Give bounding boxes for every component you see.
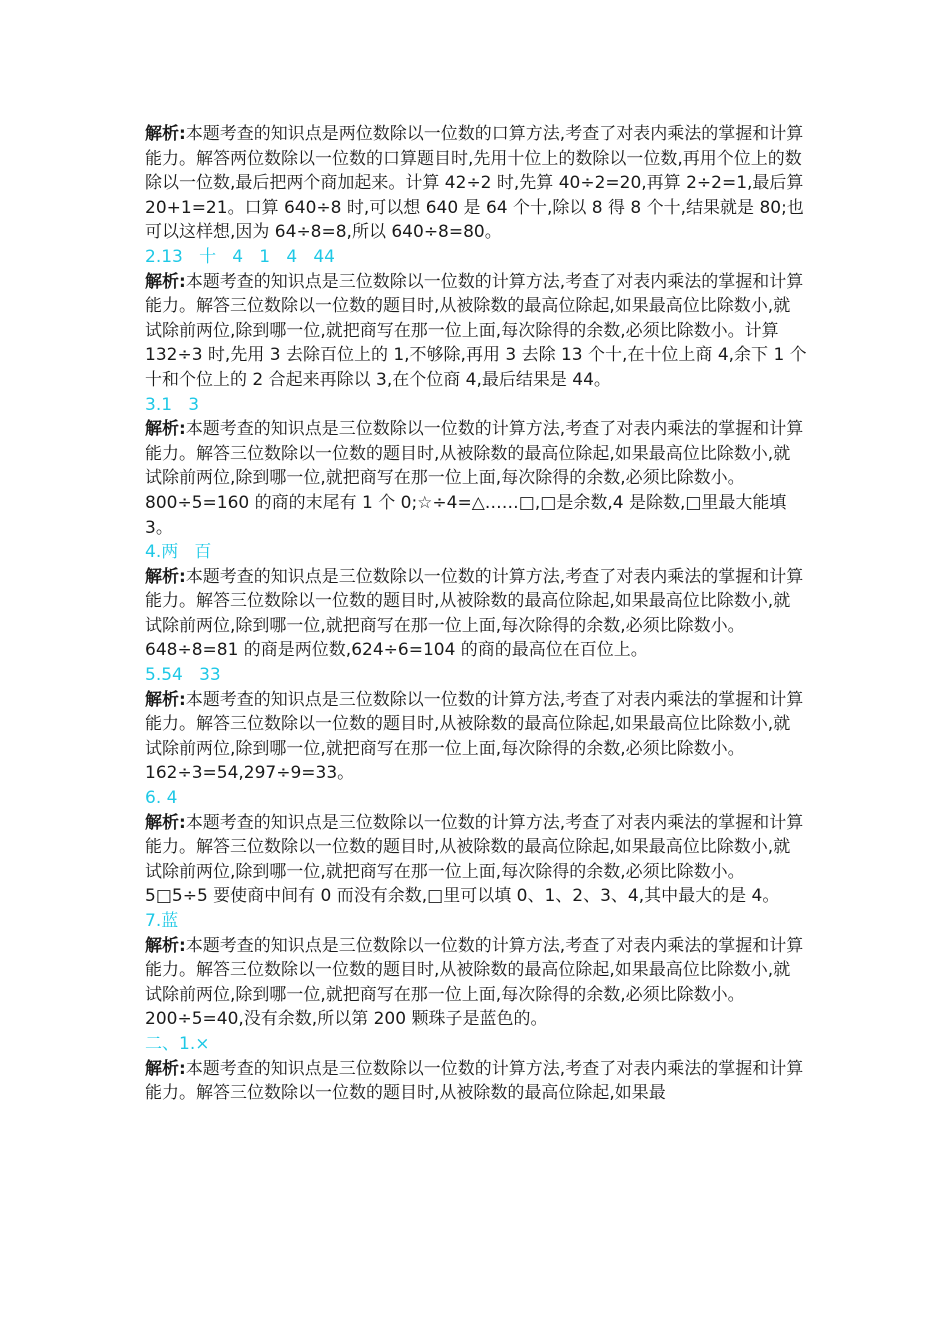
explanation-label: 解析: (145, 935, 186, 956)
answer-block-7 (145, 909, 807, 1032)
answer-block-8 (145, 1032, 807, 1106)
explanation-paragraph (145, 811, 807, 909)
explanation-text: 本题考查的知识点是三位数除以一位数的计算方法,考查了对表内乘法的掌握和计算能力。解答三位数除以一位数的题目时,从被除数的最高位除起,如果最高位比除数小,就试除前两位,除到哪一位,就把商写在那一位上面,每次除得的余数,必须比除数小。162÷3=54,297÷9=33。 (145, 689, 804, 784)
explanation-paragraph (145, 270, 807, 393)
explanation-paragraph (145, 417, 807, 540)
explanation-paragraph (145, 934, 807, 1032)
answer-line: 5.54 33 (145, 665, 221, 686)
explanation-label: 解析: (145, 1058, 186, 1079)
explanation-text: 本题考查的知识点是三位数除以一位数的计算方法,考查了对表内乘法的掌握和计算能力。解答三位数除以一位数的题目时,从被除数的最高位除起,如果最高位比除数小,就试除前两位,除到哪一位,就把商写在那一位上面,每次除得的余数,必须比除数小。5□5÷5 要使商中间有 0 而没有余数,□里可以填 0、1、2、3、4,其中最大的是 4。 (145, 812, 804, 907)
explanation-paragraph (145, 1057, 807, 1106)
explanation-label: 解析: (145, 124, 186, 144)
explanation-text: 本题考查的知识点是两位数除以一位数的口算方法,考查了对表内乘法的掌握和计算能力。解答两位数除以一位数的口算题目时,先用十位上的数除以一位数,再用个位上的数除以一位数,最后把两个商加起来。计算 42÷2 时,先算 40÷2=20,再算 2÷2=1,最后算 20+1=21。口算 640÷8 时,可以想 640 是 64 个十,除以 8 得 8 个十,结果就是 80;也可以这样想,因为 64÷8=8,所以 640÷8=80。 (145, 124, 804, 243)
answer-line: 4.两 百 (145, 542, 212, 563)
explanation-label: 解析: (145, 566, 186, 587)
answer-line: 3.1 3 (145, 394, 200, 415)
answer-line: 7.蓝 (145, 911, 179, 931)
explanation-label: 解析: (145, 689, 186, 710)
explanation-paragraph (145, 565, 807, 663)
explanation-text: 本题考查的知识点是三位数除以一位数的计算方法,考查了对表内乘法的掌握和计算能力。解答三位数除以一位数的题目时,从被除数的最高位除起,如果最高位比除数小,就试除前两位,除到哪一位,就把商写在那一位上面,每次除得的余数,必须比除数小。200÷5=40,没有余数,所以第 200 颗珠子是蓝色的。 (145, 935, 804, 1030)
answer-block-5 (145, 663, 807, 786)
answer-line: 二、1.× (145, 1033, 210, 1054)
explanation-text: 本题考查的知识点是三位数除以一位数的计算方法,考查了对表内乘法的掌握和计算能力。解答三位数除以一位数的题目时,从被除数的最高位除起,如果最高位比除数小,就试除前两位,除到哪一位,就把商写在那一位上面,每次除得的余数,必须比除数小。648÷8=81 的商是两位数,624÷6=104 的商的最高位在百位上。 (145, 566, 804, 661)
explanation-text: 本题考查的知识点是三位数除以一位数的计算方法,考查了对表内乘法的掌握和计算能力。解答三位数除以一位数的题目时,从被除数的最高位除起,如果最高位比除数小,就试除前两位,除到哪一位,就把商写在那一位上面,每次除得的余数,必须比除数小。计算 132÷3 时,先用 3 去除百位上的 1,不够除,再用 3 去除 13 个十,在十位上商 4,余下 1 个十和个位上的 2 合起来再除以 3,在个位商 4,最后结果是 44。 (145, 271, 807, 390)
explanation-paragraph (145, 688, 807, 786)
explanation-text: 本题考查的知识点是三位数除以一位数的计算方法,考查了对表内乘法的掌握和计算能力。解答三位数除以一位数的题目时,从被除数的最高位除起,如果最高位比除数小,就试除前两位,除到哪一位,就把商写在那一位上面,每次除得的余数,必须比除数小。800÷5=160 的商的末尾有 1 个 0;☆÷4=△……□,□是余数,4 是除数,□里最大能填 3。 (145, 419, 804, 538)
explanation-text: 本题考查的知识点是三位数除以一位数的计算方法,考查了对表内乘法的掌握和计算能力。解答三位数除以一位数的题目时,从被除数的最高位除起,如果最 (145, 1058, 804, 1104)
explanation-paragraph (145, 122, 807, 245)
answer-block-1 (145, 122, 807, 245)
answer-line: 2.13 十 4 1 4 44 (145, 246, 335, 267)
explanation-label: 解析: (145, 812, 186, 833)
answer-line: 6. 4 (145, 788, 178, 809)
answer-block-4 (145, 540, 807, 663)
document-content (145, 122, 807, 1106)
answer-block-2 (145, 245, 807, 393)
explanation-label: 解析: (145, 419, 186, 440)
answer-block-6 (145, 786, 807, 909)
answer-block-3 (145, 393, 807, 541)
explanation-label: 解析: (145, 271, 186, 292)
